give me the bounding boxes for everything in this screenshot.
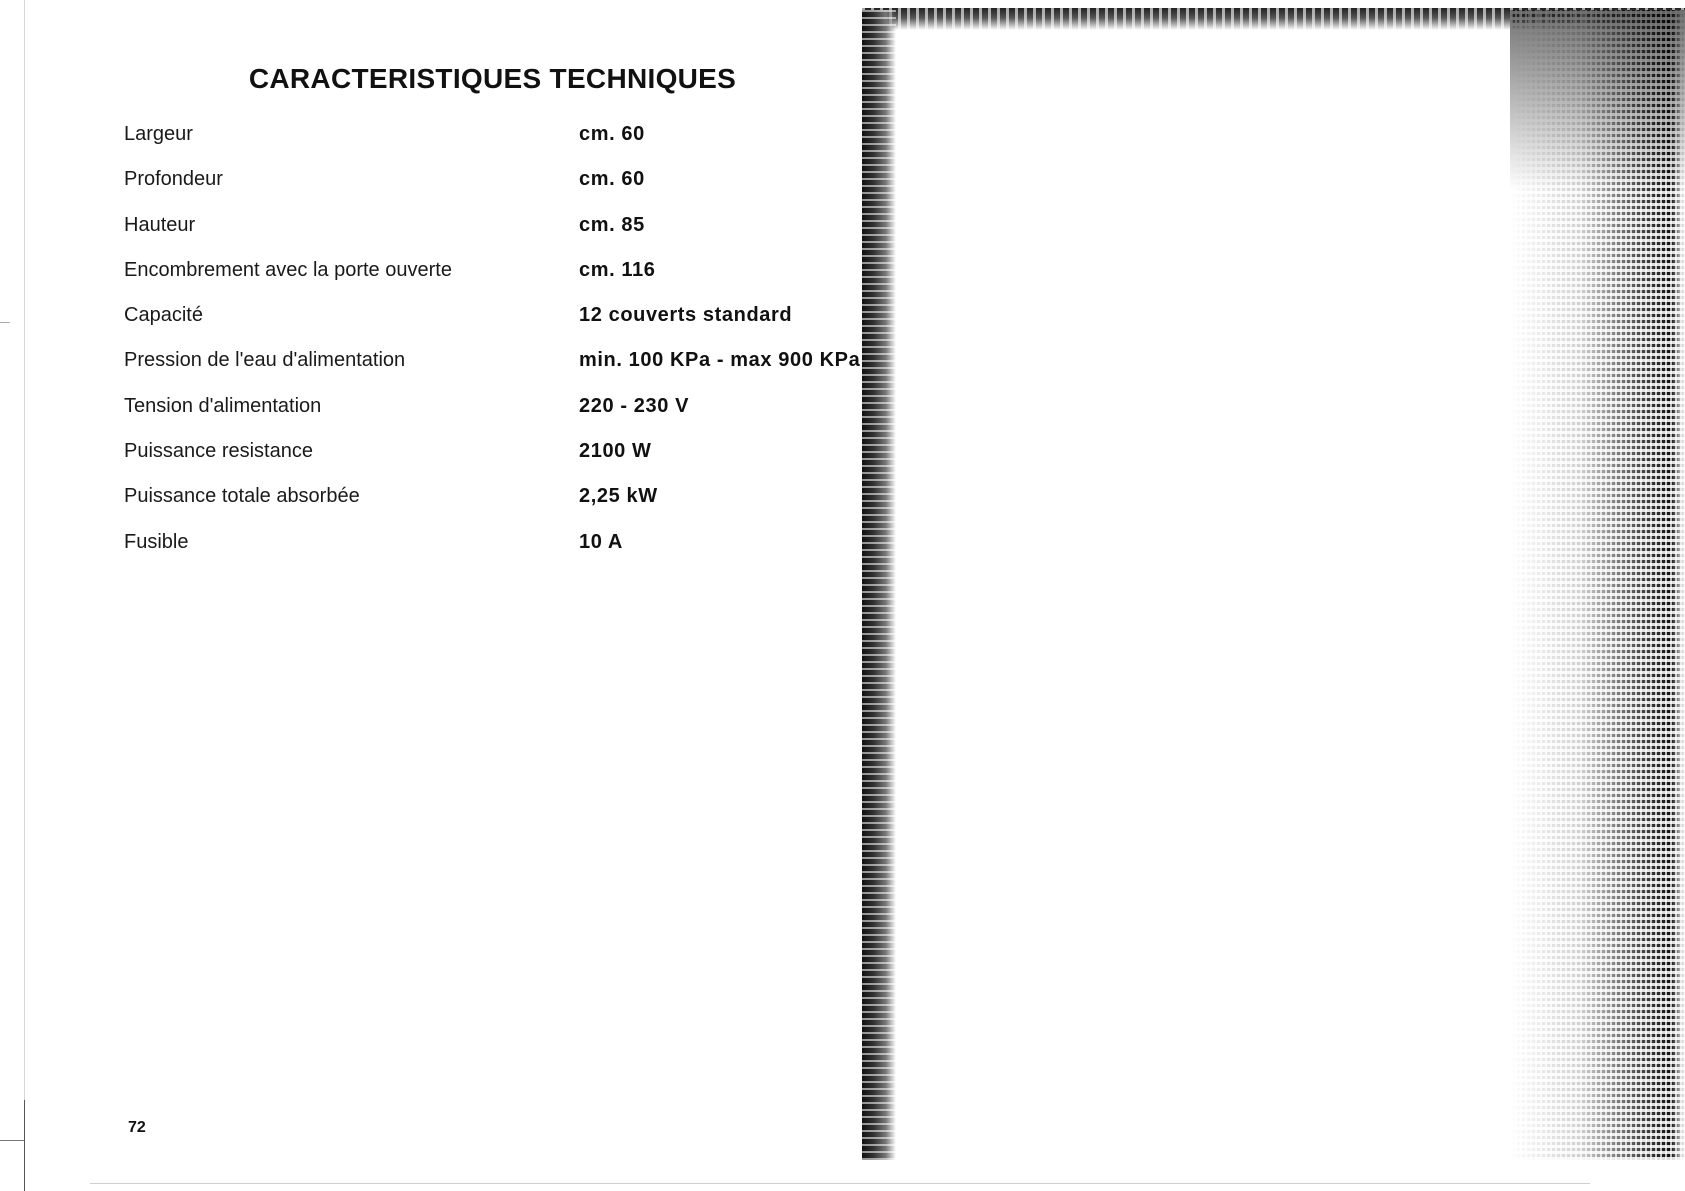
spec-label: Puissance resistance — [124, 440, 313, 463]
table-row — [124, 439, 860, 484]
spec-value: cm. 116 — [579, 258, 656, 281]
scan-shadow-spine — [862, 10, 896, 1160]
spec-label: Tension d'alimentation — [124, 394, 322, 417]
spec-value: 12 couverts standard — [579, 304, 793, 327]
table-row — [124, 258, 860, 303]
margin-tick — [0, 322, 10, 323]
spec-value: 220 - 230 V — [579, 394, 690, 417]
spec-value: 2100 W — [579, 440, 652, 463]
right-page-blank-scan — [862, 0, 1685, 1191]
spec-label: Fusible — [124, 530, 189, 553]
table-row — [124, 348, 860, 393]
page-edge-line-lower — [24, 1100, 25, 1191]
spec-label: Profondeur — [124, 168, 223, 191]
table-row — [124, 394, 860, 439]
spec-table — [124, 122, 860, 575]
spec-value: min. 100 KPa - max 900 KPa — [579, 349, 861, 372]
spec-label: Puissance totale absorbée — [124, 485, 360, 508]
scan-shadow-corner — [1510, 10, 1685, 190]
spec-label: Largeur — [124, 123, 193, 145]
page-title: CARACTERISTIQUES TECHNIQUES — [248, 62, 737, 94]
spec-label: Encombrement avec la porte ouverte — [124, 258, 452, 281]
spec-label: Pression de l'eau d'alimentation — [124, 349, 406, 372]
spec-value: cm. 85 — [579, 213, 645, 236]
spec-value: 2,25 kW — [579, 485, 658, 508]
table-row — [124, 303, 860, 348]
spec-label: Hauteur — [124, 213, 196, 236]
table-row — [124, 167, 860, 212]
spec-value: 10 A — [579, 530, 623, 553]
page-edge-line — [24, 0, 25, 1191]
table-row — [124, 484, 860, 529]
spec-value: cm. 60 — [579, 168, 645, 191]
table-row — [124, 122, 860, 167]
spec-value: cm. 60 — [579, 123, 645, 145]
table-row — [124, 530, 860, 575]
bottom-rule — [90, 1183, 1590, 1184]
margin-tick-lower — [0, 1140, 24, 1141]
spec-label: Capacité — [124, 304, 203, 327]
table-row — [124, 213, 860, 258]
page-number: 72 — [128, 1119, 146, 1136]
